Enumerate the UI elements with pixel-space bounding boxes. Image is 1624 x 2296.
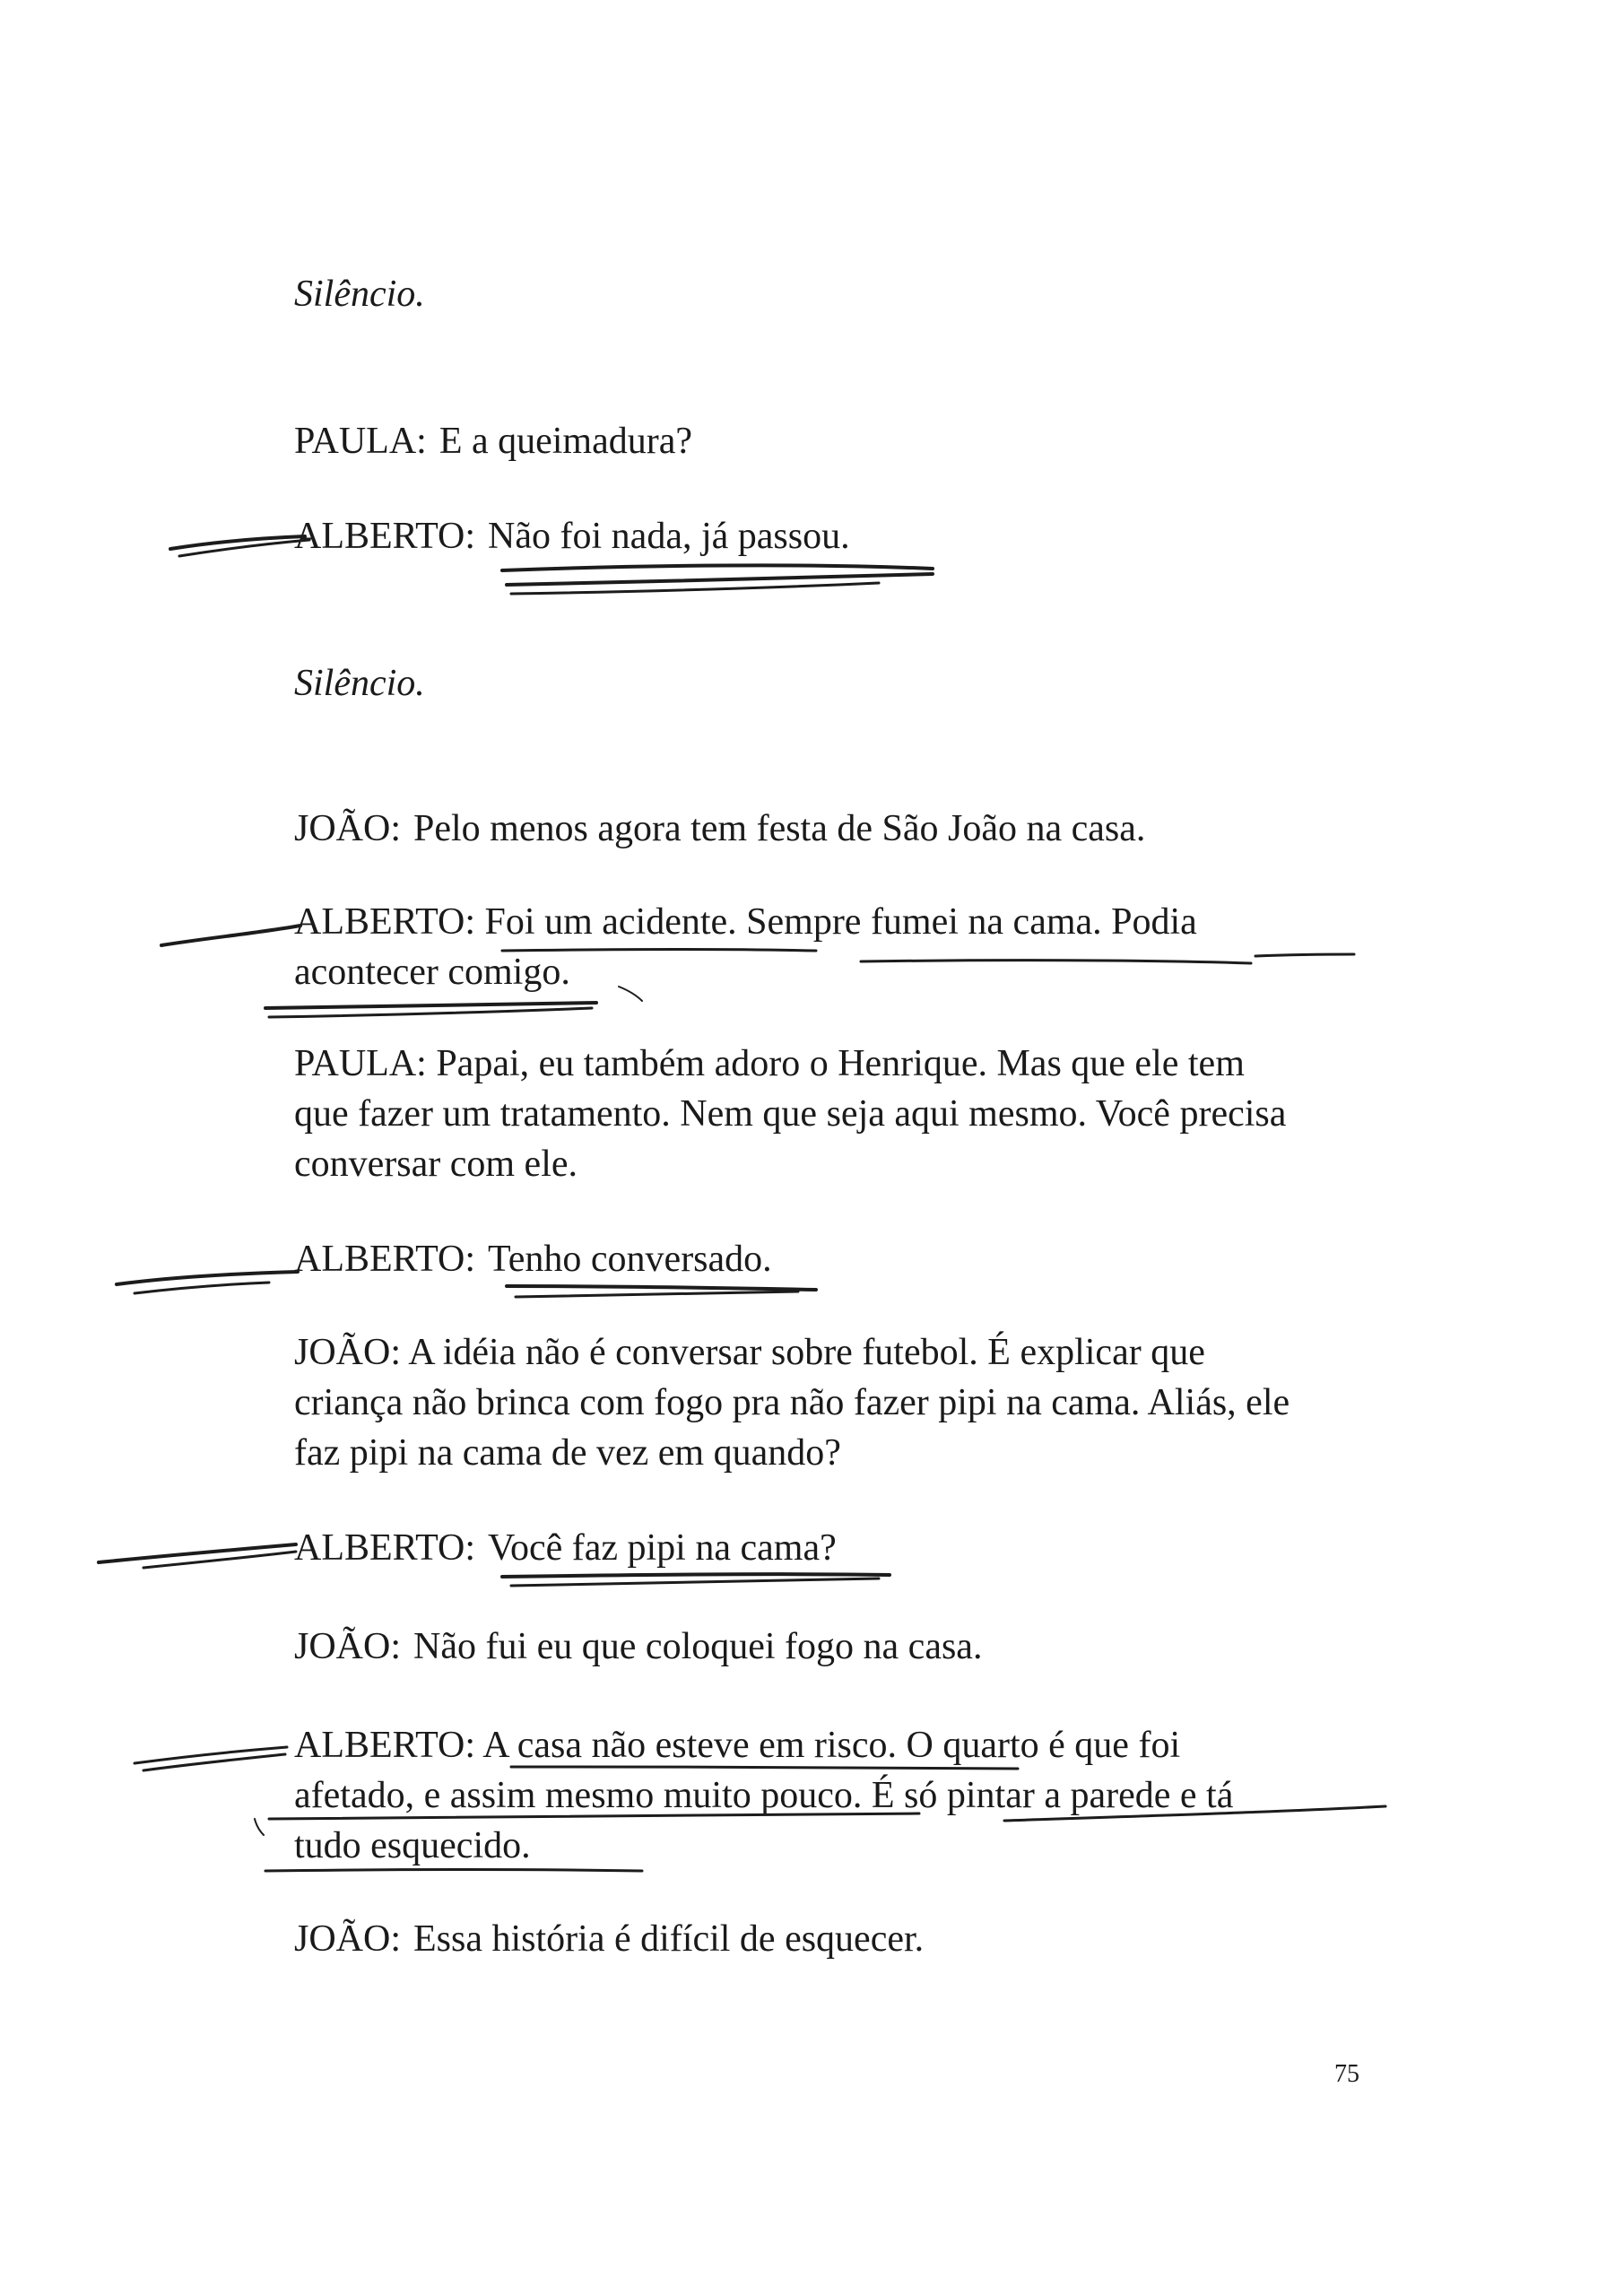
margin-arrow [135, 1747, 287, 1763]
dialogue-text: Pelo menos agora tem festa de São João na casa. [413, 808, 1146, 849]
margin-arrow [179, 540, 309, 556]
underline [269, 1008, 592, 1017]
underline [516, 1292, 798, 1297]
underline [511, 583, 879, 594]
underline [502, 1574, 890, 1577]
margin-arrow [161, 926, 300, 945]
dialogue-line [294, 1523, 1379, 1573]
dialogue-line: afetado, e assim mesmo muito pouco. É só pintar a parede e tá [294, 1775, 1234, 1816]
speaker-name: JOÃO: [294, 1626, 402, 1667]
dialogue-line [294, 1622, 1379, 1672]
stage-direction [294, 269, 1379, 319]
dialogue-line: JOÃO: A idéia não é conversar sobre futebol. É explicar que [294, 1332, 1205, 1373]
margin-arrow [143, 1754, 285, 1770]
dialogue-text: Você faz pipi na cama? [488, 1527, 837, 1569]
page-number: 75 [1334, 2060, 1359, 2088]
margin-arrow [117, 1272, 298, 1284]
underline [265, 1003, 596, 1008]
dialogue-line: ALBERTO: Foi um acidente. Sempre fumei na cama. Podia [294, 901, 1197, 943]
dialogue-line: conversar com ele. [294, 1144, 578, 1185]
dialogue-line [294, 1914, 1379, 1964]
underline [507, 1286, 816, 1290]
dialogue-text: Tenho conversado. [488, 1239, 772, 1280]
stage-direction-text: Silêncio. [294, 274, 425, 315]
underline [507, 574, 933, 585]
dialogue-text: Não foi nada, já passou. [488, 516, 850, 557]
speaker-name: ALBERTO: [294, 1239, 476, 1280]
speaker-name: PAULA: [294, 421, 427, 462]
tick-mark [255, 1819, 264, 1835]
dialogue-line: que fazer um tratamento. Nem que seja aqui mesmo. Você precisa [294, 1093, 1287, 1135]
margin-arrow [135, 1283, 269, 1293]
dialogue-line [294, 511, 1379, 561]
stage-direction [294, 658, 1379, 709]
dialogue-line: faz pipi na cama de vez em quando? [294, 1432, 841, 1474]
dialogue-line: PAULA: Papai, eu também adoro o Henrique. Mas que ele tem [294, 1043, 1245, 1084]
margin-arrow [143, 1552, 296, 1568]
stage-direction-text: Silêncio. [294, 663, 425, 704]
underline [511, 1578, 879, 1586]
speaker-name: JOÃO: [294, 808, 402, 849]
dialogue-line: acontecer comigo. [294, 952, 570, 993]
speaker-name: ALBERTO: [294, 1527, 476, 1569]
underline [502, 565, 933, 570]
dialogue-line [294, 1234, 1379, 1284]
margin-arrow [170, 536, 305, 549]
margin-arrow [99, 1544, 296, 1562]
dialogue-line: tudo esquecido. [294, 1825, 531, 1866]
dialogue-text: Essa história é difícil de esquecer. [413, 1918, 925, 1960]
dialogue-line [294, 416, 1379, 466]
dialogue-line: ALBERTO: A casa não esteve em risco. O quarto é que foi [294, 1725, 1181, 1766]
dialogue-text: Não fui eu que coloquei fogo na casa. [413, 1626, 983, 1667]
dialogue-line [294, 804, 1379, 854]
dialogue-line: criança não brinca com fogo pra não fazer pipi na cama. Aliás, ele [294, 1382, 1290, 1423]
dialogue-text: E a queimadura? [439, 421, 693, 462]
speaker-name: ALBERTO: [294, 516, 476, 557]
speaker-name: JOÃO: [294, 1918, 402, 1960]
